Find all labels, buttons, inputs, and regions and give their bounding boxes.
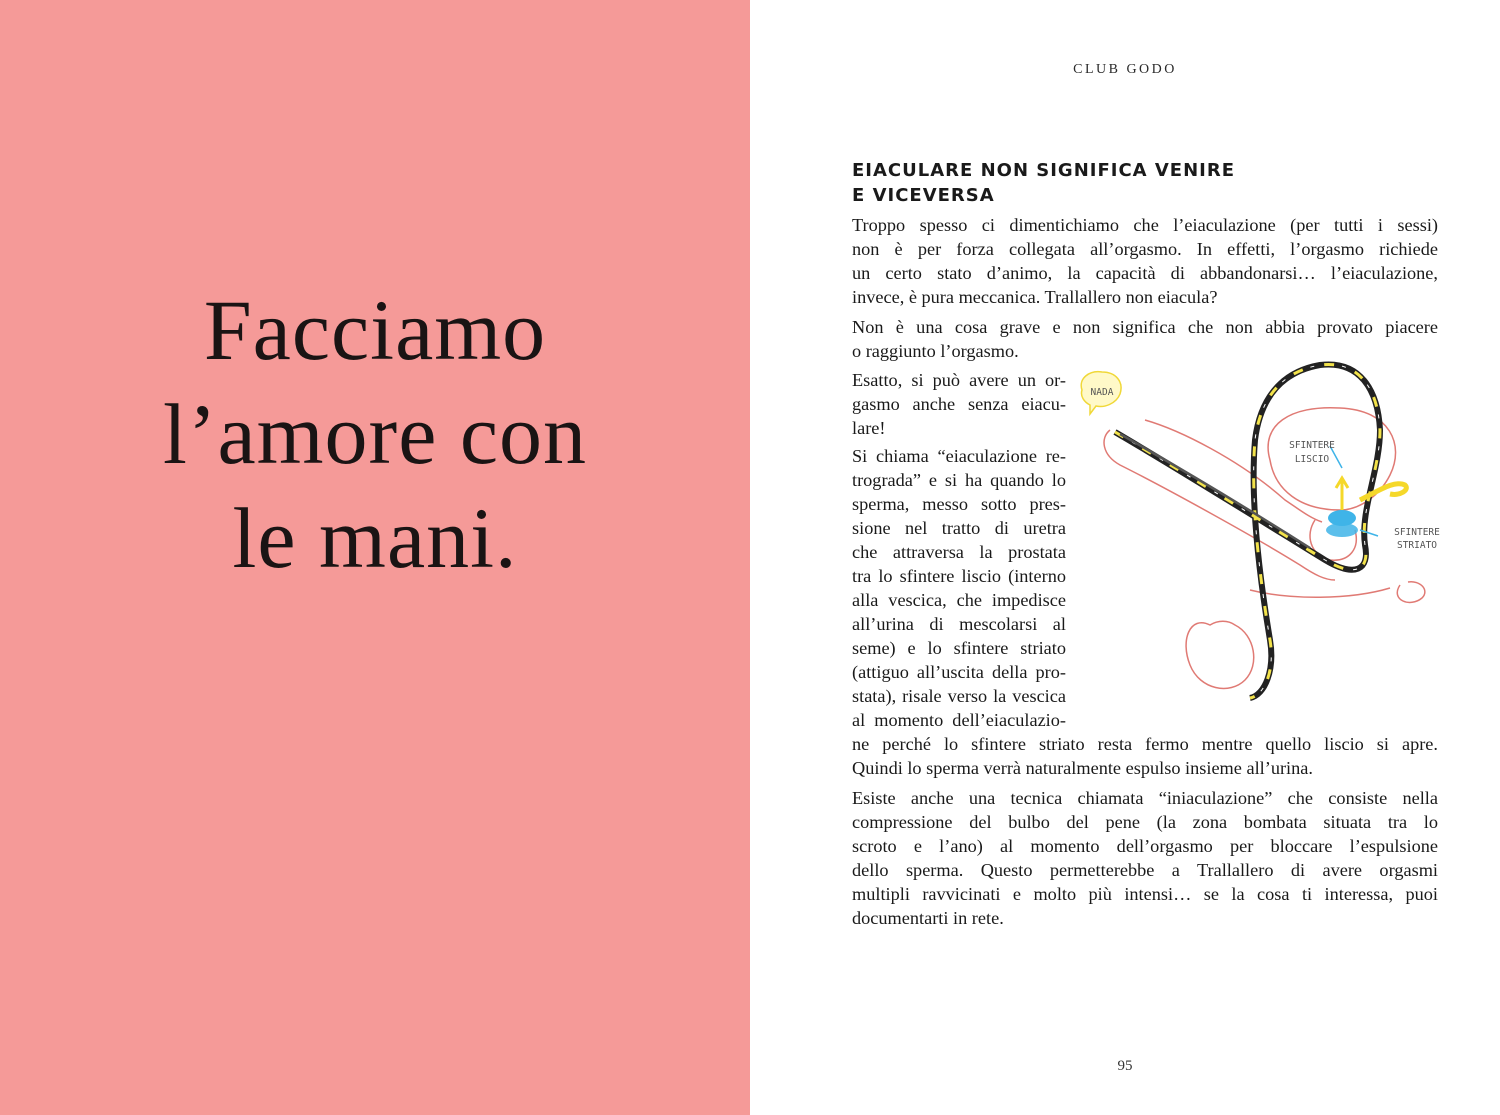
- text-line: dello sperma. Questo permetterebbe a Trallallero di avere orgasmi: [852, 860, 1438, 880]
- text-line: al momento dell’eiaculazio-: [852, 710, 1066, 730]
- text-line: non è per forza collegata all’orgasmo. In effetti, l’orgasmo richiede: [852, 239, 1438, 259]
- text-line: sione nel tratto di uretra: [852, 518, 1066, 538]
- label-smooth-sphincter: SFINTERE: [1289, 440, 1335, 451]
- right-page: [750, 0, 1500, 1115]
- seminal-vesicle-mark: [1360, 484, 1406, 500]
- text-line: Troppo spesso ci dimentichiamo che l’eiaculazione (per tutti i sessi): [852, 215, 1438, 235]
- text-line: ne perché lo sfintere striato resta fermo mentre quello liscio si apre.: [852, 734, 1438, 754]
- text-line: alla vescica, che impedisce: [852, 590, 1066, 610]
- text-line: sperma, messo sotto pres-: [852, 494, 1066, 514]
- quote-line: le mani.: [232, 490, 518, 586]
- section-heading: [852, 158, 1272, 208]
- text-line: Si chiama “eiaculazione re-: [852, 446, 1066, 466]
- label-smooth-sphincter: LISCIO: [1294, 454, 1330, 465]
- text-line: Non è una cosa grave e non significa che non abbia provato piacere: [852, 317, 1438, 337]
- text-line: all’urina di mescolarsi al: [852, 614, 1066, 634]
- text-line: invece, è pura meccanica. Trallallero non eiacula?: [852, 287, 1218, 307]
- heading-line: E VICEVERSA: [852, 185, 995, 206]
- text-line: (attiguo all’uscita della pro-: [852, 662, 1066, 682]
- upward-arrow-icon: [1336, 478, 1348, 510]
- quote-line: l’amore con: [162, 386, 588, 482]
- text-line: o raggiunto l’orgasmo.: [852, 341, 1019, 361]
- heading-line: EIACULARE NON SIGNIFICA VENIRE: [852, 160, 1236, 181]
- paragraph-1: [852, 213, 1438, 309]
- label-striated-sphincter: STRIATO: [1396, 540, 1438, 551]
- page-number: 95: [1117, 1058, 1133, 1074]
- text-line: multipli ravvicinati e molto più intensi… se la cosa ti interessa, puoi: [852, 884, 1438, 904]
- penis-shaft-outline: [1104, 430, 1335, 580]
- testicle-outline: [1186, 621, 1254, 688]
- striated-sphincter-ring: [1326, 523, 1358, 537]
- chapter-quote: [0, 278, 750, 590]
- text-line: Esatto, si può avere un or-: [852, 370, 1066, 390]
- text-line: seme) e lo sfintere striato: [852, 638, 1066, 658]
- anus-outline: [1397, 582, 1425, 603]
- bubble-label: NADA: [1090, 387, 1114, 398]
- label-striated-sphincter: SFINTERE: [1394, 527, 1440, 538]
- text-line: tra lo sfintere liscio (interno: [852, 566, 1066, 586]
- text-line: documentarti in rete.: [852, 908, 1004, 928]
- paragraph-5: [852, 786, 1438, 930]
- speech-bubble: [1081, 372, 1121, 414]
- paragraph-4: [852, 444, 1438, 780]
- text-line: scroto e l’ano) al momento dell’orgasmo per bloccare l’espulsione: [852, 836, 1438, 856]
- text-line: un certo stato d’animo, la capacità di abbandonarsi… l’eiaculazione,: [852, 263, 1438, 283]
- text-line: Esiste anche una tecnica chiamata “iniaculazione” che consiste nella: [852, 788, 1438, 808]
- running-head: CLUB GODO: [1073, 62, 1177, 77]
- text-line: compressione del bulbo del pene (la zona bombata situata tra lo: [852, 812, 1438, 832]
- text-line: che attraversa la prostata: [852, 542, 1066, 562]
- text-line: lare!: [852, 418, 886, 438]
- anatomy-illustration: [1060, 350, 1480, 710]
- perineum-outline: [1250, 588, 1390, 597]
- quote-line: Facciamo: [203, 282, 547, 378]
- text-line: trograda” e si ha quando lo: [852, 470, 1066, 490]
- text-line: stata), risale verso la vescica: [852, 686, 1066, 706]
- text-line: gasmo anche senza eiacu-: [852, 394, 1066, 414]
- paragraph-3: [852, 368, 1066, 440]
- text-line: Quindi lo sperma verrà naturalmente espulso insieme all’urina.: [852, 758, 1313, 778]
